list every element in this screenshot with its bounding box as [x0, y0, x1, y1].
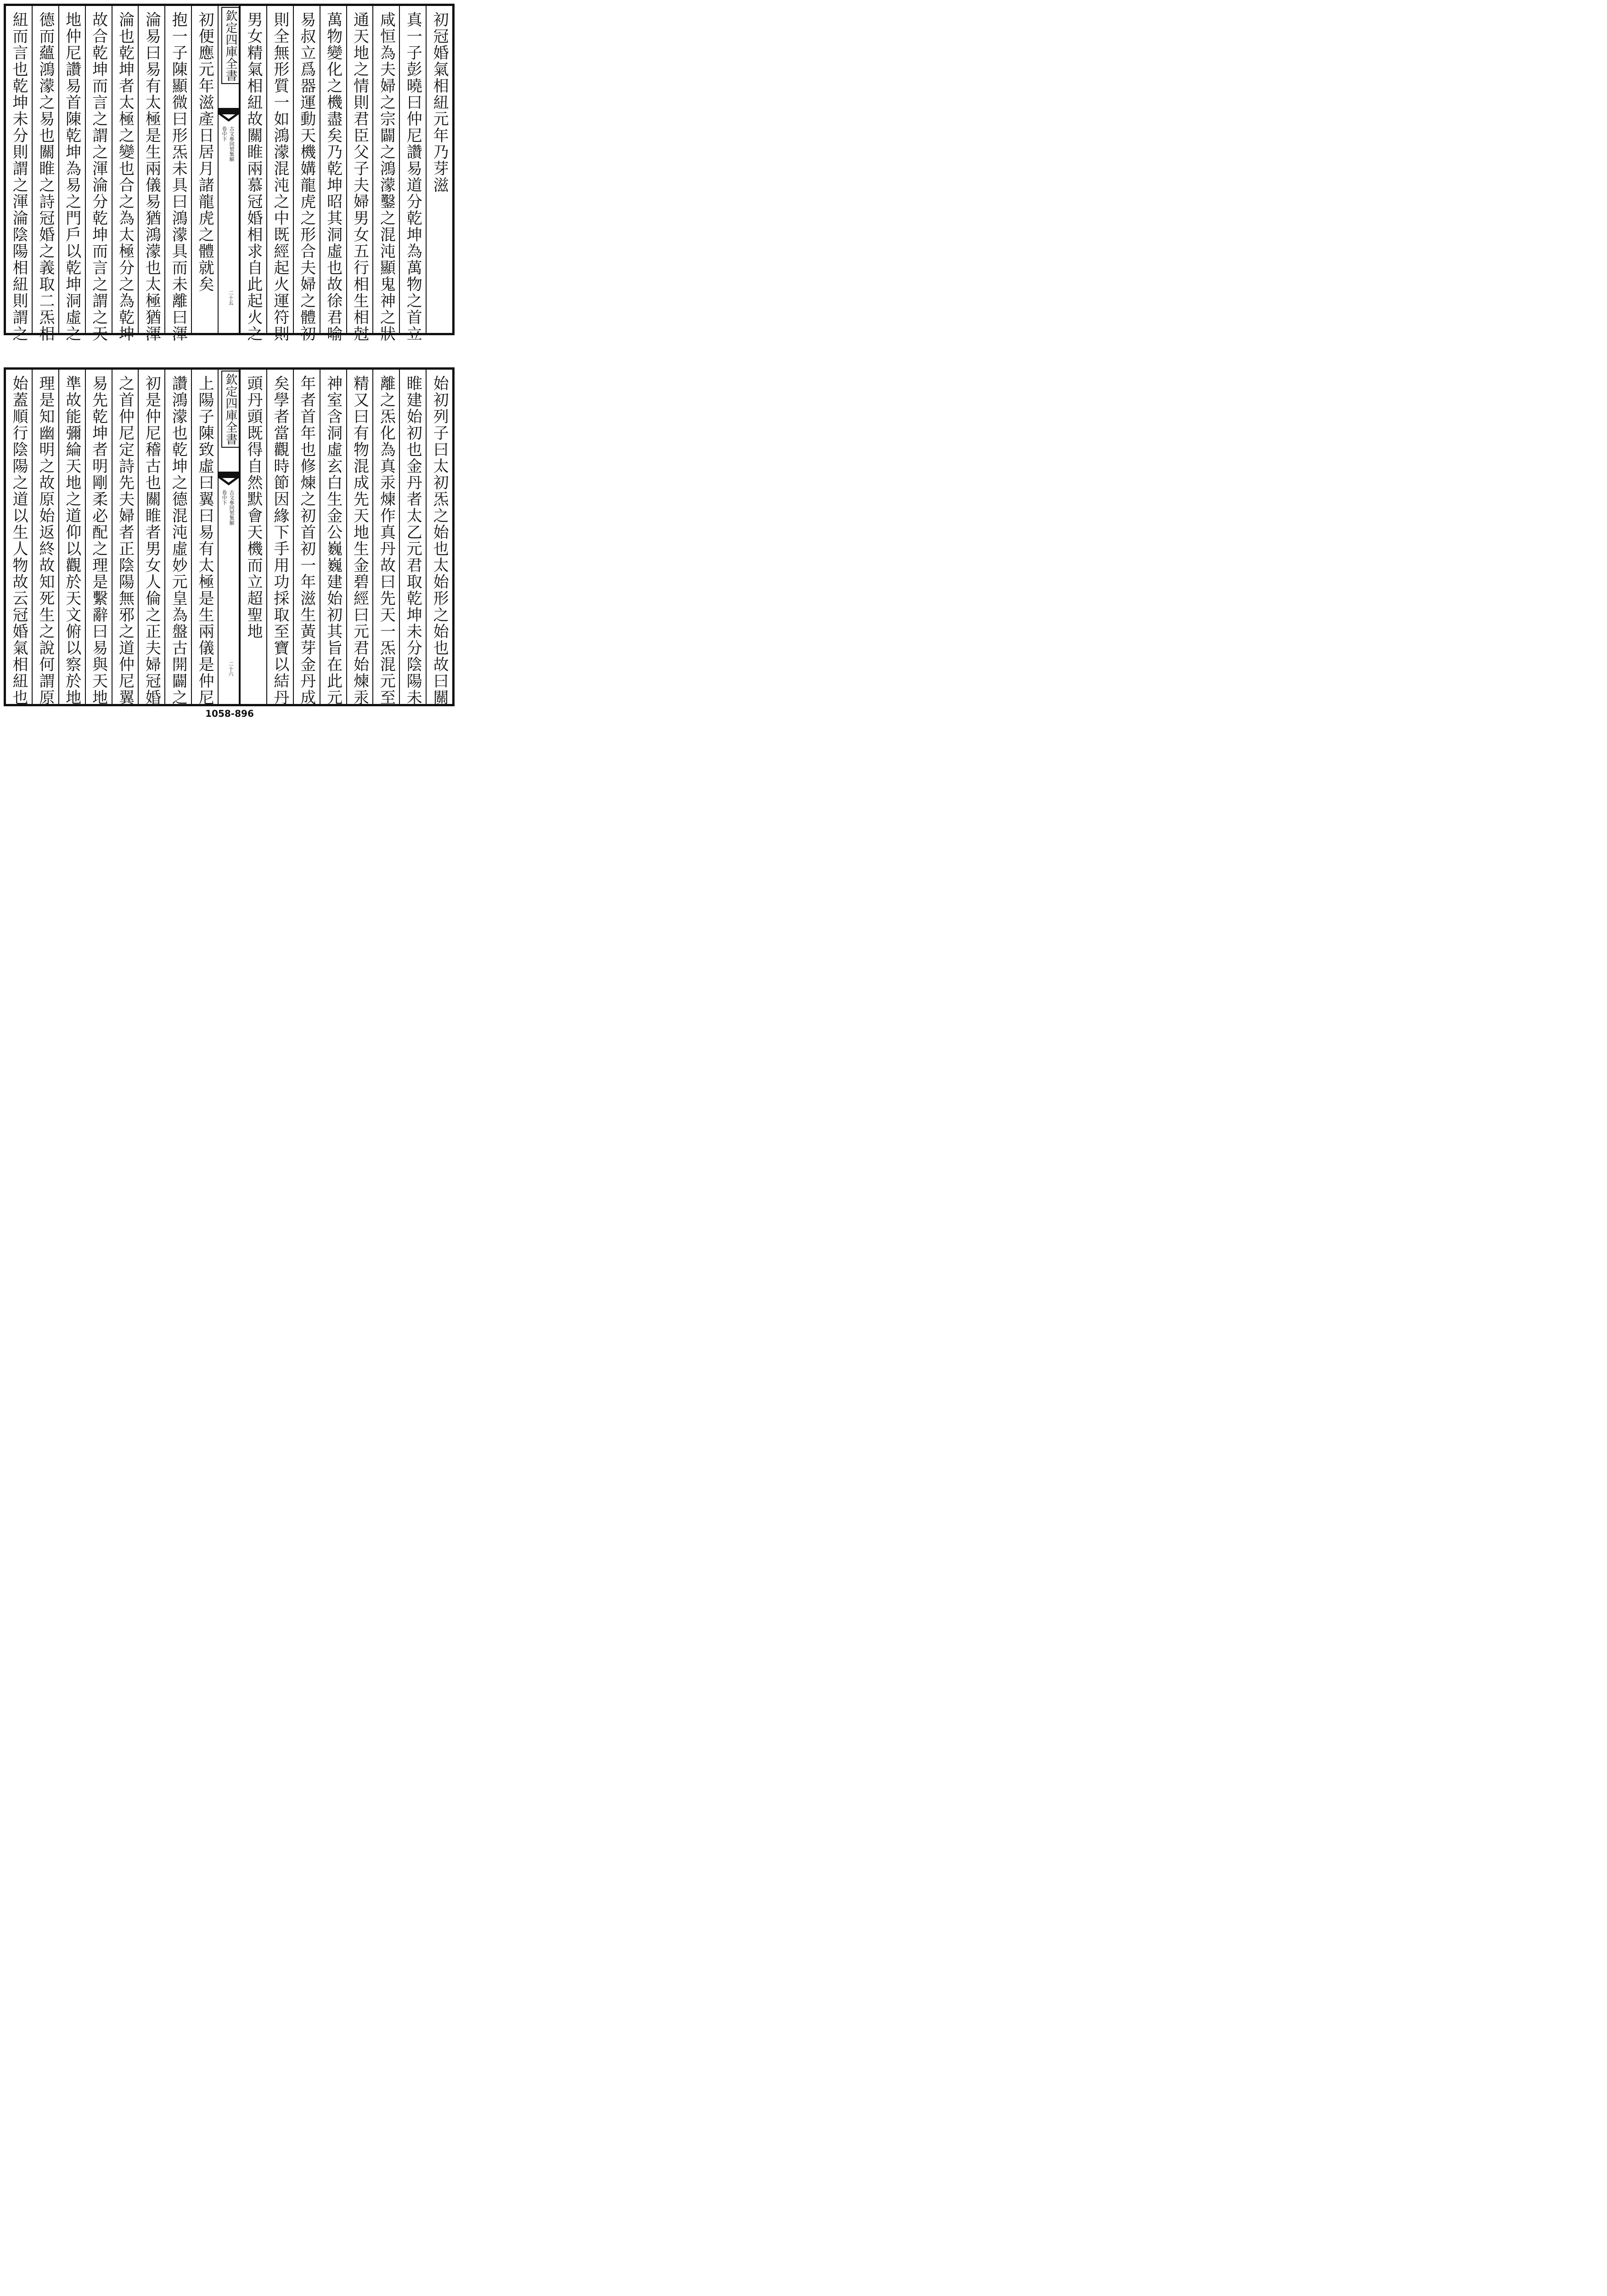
text-column: 初冠婚氣相紐元年乃芽滋 — [426, 6, 452, 333]
book-title: 古文參同契集解 — [229, 126, 235, 162]
text-column: 淪也乾坤者太極之變也合之為太極分之為乾坤 — [112, 6, 138, 333]
book-page-bottom — [4, 367, 455, 706]
text-column: 睢建始初也金丹者太乙元君取乾坤未分陰陽未 — [399, 370, 426, 704]
text-column: 矣學者當觀時節因緣下手用功採取至寶以結丹 — [266, 370, 293, 704]
text-column: 德而蘊鴻濛之易也關睢之詩冠婚之義取二炁相 — [32, 6, 58, 333]
text-column: 離之炁化為真汞煉作真丹故曰先天一炁混元至 — [372, 370, 399, 704]
text-column: 紐而言也乾坤未分則謂之渾淪陰陽相紐則謂之 — [9, 11, 28, 342]
text-column: 男女精氣相紐故關睢兩慕冠婚相求自此起火之 — [240, 6, 266, 333]
text-column: 初是仲尼稽古也關睢者男女人倫之正夫婦冠婚 — [138, 370, 164, 704]
text-column: 易先乾坤者明剛柔必配之理是繫辭曰易與天地 — [85, 370, 112, 704]
page-reference-number: 1058-896 — [205, 708, 254, 719]
text-column: 抱一子陳顯微曰形炁未具曰鴻濛具而未離曰渾 — [164, 6, 191, 333]
text-column: 咸恒為夫婦之宗闢之鴻濛鑿之混沌顯鬼神之狀 — [372, 6, 399, 333]
book-page-top — [4, 4, 455, 342]
text-column: 地仲尼讚易首陳乾坤為易之門戶以乾坤洞虛之 — [58, 6, 85, 333]
text-column: 準故能彌綸天地之道仰以觀於天文俯以察於地 — [58, 370, 85, 704]
text-column: 理是知幽明之故原始返終故知死生之說何謂原 — [32, 370, 58, 704]
text-column: 通天地之情則君臣父子夫婦男女五行相生相尅 — [346, 6, 373, 333]
text-column: 初便應元年滋產日居月諸龍虎之體就矣 — [191, 6, 218, 333]
center-fold-column — [218, 370, 240, 704]
text-column: 始初列子曰太初炁之始也太始形之始也故曰關 — [426, 370, 452, 704]
collection-title: 欽定四庫全書 — [221, 371, 240, 448]
text-column: 年者首年也修煉之初首初一年滋生黃芽金丹成 — [293, 370, 320, 704]
collection-title: 欽定四庫全書 — [221, 7, 240, 84]
text-column: 則全無形質一如鴻濛混沌之中既經起火運符則 — [266, 6, 293, 333]
text-column: 之首仲尼定詩先夫婦者正陰陽無邪之道仲尼翼 — [112, 370, 138, 704]
text-column: 上陽子陳致虛曰翼曰易有太極是生兩儀是仲尼 — [191, 370, 218, 704]
volume-label: 卷中下 — [221, 126, 227, 141]
fishtail-mark-icon — [219, 472, 239, 485]
folio-number: 二十五 — [228, 290, 234, 305]
text-column: 故合乾坤而言之謂之渾淪分乾坤而言之謂之天 — [85, 6, 112, 333]
text-column: 神室含洞虛玄白生金公巍巍建始初其旨在此元 — [320, 370, 346, 704]
text-column: 始蓋順行陰陽之道以生人物故云冠婚氣相紐也 — [9, 375, 28, 706]
text-column: 頭丹頭既得自然默會天機而立超聖地 — [240, 370, 266, 704]
text-column: 讚鴻濛也乾坤之德混沌虛妙元皇為盤古開闢之 — [164, 370, 191, 704]
text-column: 真一子彭曉曰仲尼讚易道分乾坤為萬物之首立 — [399, 6, 426, 333]
volume-label: 卷中下 — [221, 490, 227, 505]
fishtail-mark-icon — [219, 108, 239, 122]
text-column: 淪易曰易有太極是生兩儀易猶鴻濛也太極猶渾 — [138, 6, 164, 333]
text-column: 精又曰有物混成先天地生金碧經曰元君始煉汞 — [346, 370, 373, 704]
text-column: 易叔立爲器運動天機媾龍虎之形合夫婦之體初 — [293, 6, 320, 333]
center-fold-column — [218, 6, 240, 333]
text-column: 萬物變化之機盡矣乃乾坤昭其洞虛也故徐君喻 — [320, 6, 346, 333]
folio-number: 二十六 — [228, 661, 234, 676]
book-title: 古文參同契集解 — [229, 490, 235, 525]
